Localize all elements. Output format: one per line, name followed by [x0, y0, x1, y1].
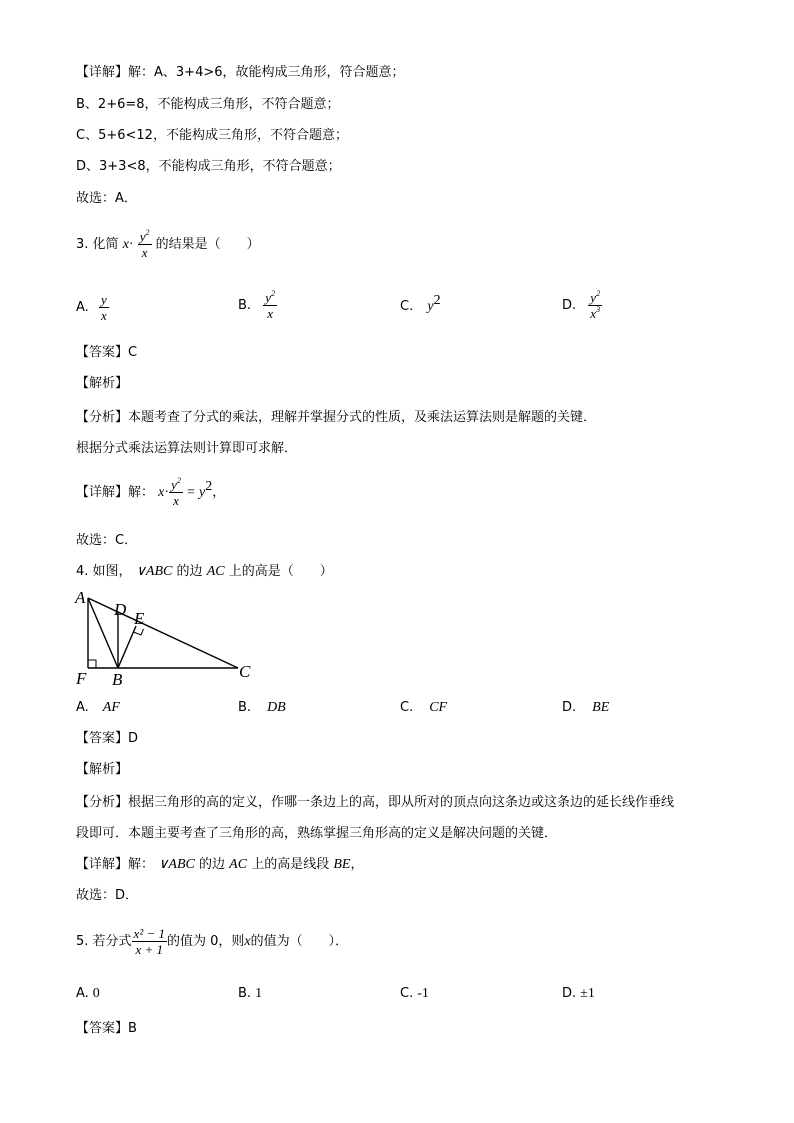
q3-option-d[interactable]: D. $\frac{y^2}{x^3}$	[562, 289, 601, 321]
q2-line-b: B、2+6=8，不能构成三角形，不符合题意；	[76, 97, 340, 112]
q2-line-a: 解：A、3+4>6，故能构成三角形，符合题意；	[128, 65, 405, 80]
q2-detail-line	[76, 64, 405, 82]
q5-option-b[interactable]: B. 1	[238, 986, 263, 1001]
q4-option-b[interactable]: B. DB	[238, 700, 286, 715]
q3-answer-value: C	[128, 345, 138, 360]
q3-stem-fraction: $\frac{y^2}{x}$	[139, 228, 150, 260]
q4-triangle-figure	[70, 586, 270, 696]
q2-line-d: D、3+3<8，不能构成三角形，不符合题意；	[76, 159, 341, 174]
q5-option-c[interactable]: C. -1	[400, 986, 429, 1001]
q4-analysis: 【分析】根据三角形的高的定义，作哪一条边上的高，即从所对的顶点向这条边或这条边的延长线作垂线	[76, 795, 675, 810]
label-e: E	[134, 609, 145, 628]
q4-answer-value: D	[128, 731, 139, 746]
q5-option-d[interactable]: D. ±1	[562, 986, 595, 1001]
side-ac	[88, 598, 238, 668]
q4-detail: 【详解】解： ∨ABC 的边 AC 上的高是线段 BE，	[76, 857, 364, 872]
q4-option-a[interactable]: A. AF	[76, 700, 120, 715]
q3-analysis-label: 【解析】	[76, 376, 129, 391]
label-d: D	[114, 600, 127, 619]
q3-option-a[interactable]: A. $\frac{y}{x}$	[76, 292, 107, 323]
q4-answer: 【答案】D	[76, 731, 139, 746]
q5-answer: 【答案】B	[76, 1021, 137, 1036]
q3-stem: 3. 化简 x· $\frac{y^2}{x}$ 的结果是（ ）	[76, 228, 260, 260]
q3-analysis-2: 根据分式乘法运算法则计算即可求解．	[76, 441, 298, 456]
q3-answer: 【答案】C	[76, 345, 138, 360]
label-f: F	[76, 669, 87, 688]
segment-be	[118, 626, 136, 668]
q3-stem-suffix: 的结果是（ ）	[155, 237, 260, 252]
right-angle-f	[88, 660, 96, 668]
q3-option-c[interactable]: C. $y^2$	[400, 293, 441, 314]
q3-choice: 故选：C．	[76, 533, 138, 548]
label-a: A	[75, 588, 86, 607]
q3-stem-prefix: 3. 化简	[76, 237, 119, 252]
q4-choice: 故选：D．	[76, 888, 139, 903]
detail-label: 【详解】	[76, 65, 129, 80]
label-c: C	[239, 662, 251, 681]
q4-option-d[interactable]: D. BE	[562, 700, 610, 715]
q5-stem: 5. 若分式 $\frac{\text{x² − 1}}{x + 1}$ 的值为 0，则x的值为（ ）．	[76, 926, 349, 957]
q4-analysis-label: 【解析】	[76, 762, 129, 777]
q4-stem: 4. 如图， ∨ABC 的边 AC 上的高是（ ）	[76, 564, 333, 579]
q5-fraction: $\frac{\text{x² − 1}}{x + 1}$	[133, 926, 165, 957]
label-b: B	[112, 670, 123, 689]
q3-option-b[interactable]: B. $\frac{y^2}{x}$	[238, 289, 275, 321]
q4-triangle: ∨ABC	[135, 564, 173, 579]
q3-detail: 【详解】解： x· $\frac{y^2}{x}$ = $y^2$，	[76, 476, 226, 508]
q3-stem-x: x	[122, 237, 129, 252]
q5-option-a[interactable]: A. 0	[76, 986, 100, 1001]
q4-option-c[interactable]: C. CF	[400, 700, 448, 715]
q2-choice: 故选：A．	[76, 191, 137, 206]
q2-line-c: C、5+6<12，不能构成三角形，不符合题意；	[76, 128, 348, 143]
q4-analysis-2: 段即可．本题主要考查了三角形的高，熟练掌握三角形高的定义是解决问题的关键．	[76, 826, 558, 841]
q3-analysis: 【分析】本题考查了分式的乘法，理解并掌握分式的性质，及乘法运算法则是解题的关键．	[76, 410, 597, 425]
q5-answer-value: B	[128, 1021, 137, 1036]
